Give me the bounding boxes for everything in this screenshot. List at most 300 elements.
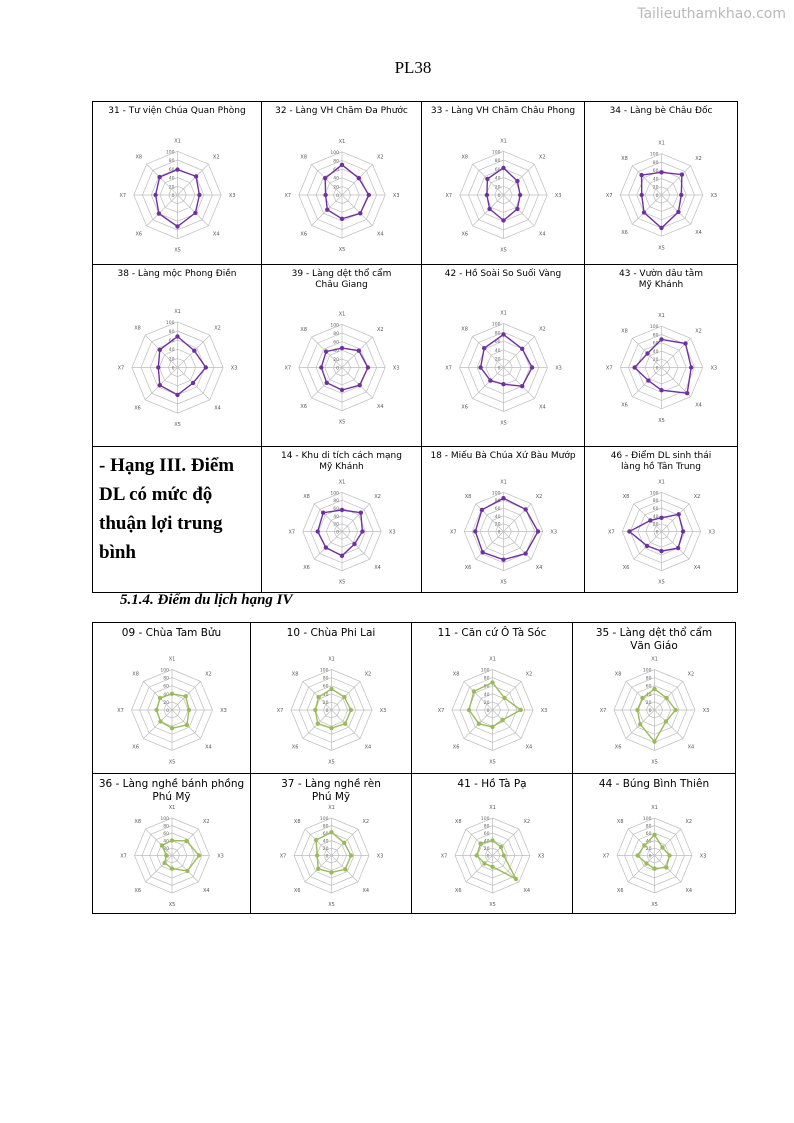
radar-data-point <box>487 207 491 211</box>
radar-tick-label: 0 <box>497 530 501 536</box>
radar-tick-label: 20 <box>652 522 659 528</box>
radar-axis-label: X3 <box>555 365 562 372</box>
radar-tick-label: 60 <box>483 832 490 837</box>
radar-data-point <box>185 723 189 727</box>
radar-data-point <box>477 722 481 726</box>
radar-axis-label: X8 <box>291 671 299 678</box>
radar-axis-label: X6 <box>621 230 628 236</box>
radar-tick-label: 100 <box>491 491 501 497</box>
radar-data-point <box>340 163 344 167</box>
radar-tick-label: 20 <box>652 358 659 364</box>
radar-axis-label: X4 <box>693 565 701 571</box>
radar-data-point <box>170 726 174 730</box>
radar-tick-label: 80 <box>645 676 652 682</box>
radar-chart-cell <box>93 623 251 774</box>
radar-chart <box>412 774 573 913</box>
radar-axis-label: X2 <box>539 326 546 333</box>
radar-axis-label: X7 <box>605 193 613 199</box>
radar-data-point <box>357 349 361 353</box>
radar-axis-label: X2 <box>212 154 220 161</box>
radar-axis-label: X6 <box>293 887 301 894</box>
radar-chart <box>412 623 573 773</box>
radar-data-point <box>194 174 198 178</box>
radar-axis-label: X8 <box>621 156 628 162</box>
radar-tick-label: 80 <box>168 330 175 335</box>
radar-tick-label: 40 <box>645 692 652 698</box>
radar-data-point <box>319 365 323 369</box>
radar-axis-label: X6 <box>132 744 139 751</box>
radar-data-point <box>635 853 639 857</box>
radar-tick-label: 80 <box>322 824 329 830</box>
radar-data-point <box>490 725 494 729</box>
radar-chart <box>93 102 262 264</box>
radar-data-point <box>157 175 161 179</box>
radar-data-point <box>667 853 671 857</box>
radar-chart-cell <box>585 102 738 265</box>
chart-title: 33 - Làng VH Chăm Châu Phong <box>430 106 576 116</box>
radar-tick-label: 20 <box>645 700 652 706</box>
radar-data-point <box>340 388 344 392</box>
radar-axis-label: X8 <box>303 494 310 500</box>
chart-title: 18 - Miếu Bà Chúa Xứ Bàu Mướp <box>430 451 576 461</box>
radar-chart-cell <box>93 774 251 914</box>
radar-tick-label: 80 <box>168 159 175 164</box>
radar-tick-label: 60 <box>168 339 175 345</box>
radar-data-point <box>519 708 523 712</box>
radar-tick-label: 40 <box>333 349 339 355</box>
radar-series-line <box>158 337 206 395</box>
radar-data-point <box>638 722 642 726</box>
radar-tick-label: 40 <box>645 839 652 845</box>
radar-data-point <box>324 349 328 353</box>
radar-data-point <box>652 866 656 870</box>
chart-title: 42 - Hồ Soài So Suối Vàng <box>444 269 562 279</box>
radar-tick-label: 80 <box>163 676 169 682</box>
radar-axis-label: X3 <box>376 853 384 860</box>
radar-axis-label: X3 <box>708 529 716 536</box>
radar-data-point <box>652 687 656 691</box>
radar-axis-label: X2 <box>538 154 546 161</box>
radar-tick-label: 40 <box>333 514 339 520</box>
chart-title: 43 - Vườn dâu tằm Mỹ Khánh <box>619 269 703 290</box>
radar-axis-label: X4 <box>695 230 702 236</box>
radar-axis-label: X1 <box>500 479 507 486</box>
radar-data-point <box>158 719 162 723</box>
radar-axis-label: X6 <box>616 887 624 894</box>
radar-axis-label: X3 <box>217 853 224 860</box>
radar-tick-label: 20 <box>652 185 659 191</box>
radar-axis-label: X5 <box>658 417 665 424</box>
radar-chart <box>573 774 736 913</box>
radar-tick-label: 20 <box>168 185 175 191</box>
radar-axis-label: X8 <box>616 819 624 826</box>
radar-data-point <box>659 549 663 553</box>
radar-tick-label: 20 <box>333 522 339 528</box>
radar-tick-label: 100 <box>649 491 659 497</box>
radar-data-point <box>689 365 693 369</box>
chart-title: 39 - Làng dệt thổ cẩm Châu Giang <box>291 269 392 290</box>
radar-data-point <box>523 551 527 555</box>
radar-data-point <box>158 348 162 352</box>
chart-row <box>93 102 738 265</box>
radar-axis-label: X6 <box>300 403 308 410</box>
radar-axis-label: X7 <box>284 193 292 199</box>
radar-axis-label: X5 <box>174 422 181 429</box>
radar-data-point <box>642 843 646 847</box>
radar-tick-label: 0 <box>497 366 501 372</box>
radar-data-point <box>314 838 318 842</box>
radar-axis-label: X8 <box>622 494 630 500</box>
radar-axis-label: X4 <box>205 744 212 751</box>
chart-title: 34 - Làng bè Châu Đốc <box>609 106 713 116</box>
radar-data-point <box>340 554 344 558</box>
radar-data-point <box>499 845 503 849</box>
radar-tick-label: 100 <box>491 150 501 156</box>
radar-tick-label: 20 <box>494 185 501 191</box>
radar-tick-label: 60 <box>163 832 169 837</box>
radar-axis-label: X6 <box>461 231 469 238</box>
radar-axis-label: X4 <box>695 402 702 409</box>
radar-tick-label: 0 <box>655 366 659 372</box>
radar-axis-label: X6 <box>464 565 472 571</box>
chart-title: 37 - Làng nghề rèn Phú Mỹ <box>281 778 381 803</box>
radar-tick-label: 60 <box>652 507 659 512</box>
radar-axis-label: X1 <box>168 656 176 663</box>
radar-axis-label: X6 <box>452 744 460 751</box>
radar-axis-label: X2 <box>535 494 543 500</box>
radar-tick-label: 40 <box>333 176 339 182</box>
radar-axis-label: X6 <box>461 404 468 411</box>
radar-data-point <box>652 833 656 837</box>
radar-axis-label: X8 <box>461 154 469 161</box>
radar-axis-label: X1 <box>174 308 181 315</box>
section-heading: 5.1.4. Điểm du lịch hạng IV <box>120 592 293 608</box>
radar-chart <box>422 102 585 264</box>
radar-data-point <box>366 365 370 369</box>
radar-axis-label: X4 <box>362 887 370 894</box>
radar-chart-cell <box>93 102 262 265</box>
radar-data-point <box>340 346 344 350</box>
chart-row <box>93 774 736 914</box>
radar-axis-label: X5 <box>328 759 335 766</box>
radar-data-point <box>664 719 668 723</box>
rank-description-cell <box>93 447 262 593</box>
radar-tick-label: 60 <box>333 507 339 512</box>
radar-data-point <box>475 853 479 857</box>
radar-chart <box>93 265 262 446</box>
radar-data-point <box>642 210 646 214</box>
chart-row <box>93 265 738 447</box>
radar-axis-label: X5 <box>338 247 346 254</box>
radar-axis-label: X1 <box>338 479 346 486</box>
radar-tick-label: 20 <box>494 357 501 363</box>
radar-tick-label: 60 <box>163 684 169 690</box>
radar-tick-label: 0 <box>486 709 490 714</box>
radar-tick-label: 80 <box>322 676 329 682</box>
radar-chart-cell <box>573 623 736 774</box>
radar-data-point <box>680 172 684 176</box>
radar-data-point <box>352 542 356 546</box>
radar-axis-label: X5 <box>338 579 346 586</box>
radar-series-line <box>638 835 670 869</box>
radar-axis-label: X7 <box>440 853 448 860</box>
radar-tick-label: 60 <box>333 340 339 346</box>
radar-chart-cell <box>262 447 422 593</box>
radar-axis-label: X3 <box>550 529 558 536</box>
radar-data-point <box>175 334 179 338</box>
radar-tick-label: 40 <box>163 839 169 845</box>
radar-data-point <box>325 381 329 385</box>
radar-tick-label: 80 <box>483 676 490 682</box>
radar-axis-label: X7 <box>599 708 607 714</box>
radar-data-point <box>627 529 631 533</box>
radar-data-point <box>170 692 174 696</box>
radar-axis-label: X5 <box>328 902 335 908</box>
radar-data-point <box>645 544 649 548</box>
chart-title: 31 - Tư viện Chúa Quan Phòng <box>108 106 246 116</box>
radar-tick-label: 80 <box>333 331 339 337</box>
radar-tick-label: 100 <box>642 668 652 674</box>
radar-tick-label: 80 <box>652 161 659 166</box>
radar-data-point <box>673 708 677 712</box>
radar-data-point <box>313 708 317 712</box>
radar-axis-label: X7 <box>607 529 615 536</box>
radar-data-point <box>473 529 477 533</box>
radar-axis-label: X6 <box>621 402 628 409</box>
radar-axis-label: X6 <box>291 744 299 751</box>
radar-axis-label: X4 <box>214 405 221 412</box>
radar-data-point <box>170 866 174 870</box>
radar-axis-label: X5 <box>500 420 507 427</box>
radar-data-point <box>156 365 160 369</box>
radar-data-point <box>478 365 482 369</box>
radar-tick-label: 20 <box>333 357 339 363</box>
radar-tick-label: 80 <box>645 824 652 830</box>
page-code: PL38 <box>394 58 432 77</box>
radar-tick-label: 20 <box>494 522 501 528</box>
radar-axis-label: X5 <box>168 759 176 766</box>
radar-data-point <box>648 518 652 522</box>
radar-data-point <box>316 695 320 699</box>
radar-data-point <box>659 516 663 520</box>
radar-data-point <box>685 391 689 395</box>
radar-axis-label: X1 <box>338 311 346 318</box>
radar-data-point <box>480 508 484 512</box>
radar-data-point <box>640 193 644 197</box>
radar-tick-label: 0 <box>648 854 652 860</box>
radar-axis-label: X8 <box>293 819 301 826</box>
radar-data-point <box>315 853 319 857</box>
radar-data-point <box>515 207 519 211</box>
radar-tick-label: 0 <box>655 194 659 199</box>
radar-data-point <box>184 694 188 698</box>
radar-axis-label: X7 <box>276 708 284 714</box>
radar-axis-label: X2 <box>364 671 372 678</box>
chart-row <box>93 447 738 593</box>
radar-tick-label: 0 <box>497 194 501 199</box>
radar-tick-label: 100 <box>649 152 659 158</box>
radar-tick-label: 100 <box>330 491 339 497</box>
radar-chart-cell <box>412 623 573 774</box>
radar-tick-label: 100 <box>165 320 175 326</box>
radar-tick-label: 40 <box>652 177 659 183</box>
radar-data-point <box>160 843 164 847</box>
radar-data-point <box>329 830 333 834</box>
radar-tick-label: 40 <box>494 348 501 354</box>
radar-data-point <box>530 365 534 369</box>
radar-axis-label: X5 <box>500 579 507 586</box>
radar-chart-cell <box>585 265 738 447</box>
radar-chart-cell <box>262 102 422 265</box>
radar-axis-label: X6 <box>134 887 142 894</box>
radar-data-point <box>184 839 188 843</box>
radar-data-point <box>501 382 505 386</box>
radar-axis-label: X6 <box>622 565 630 571</box>
radar-data-point <box>329 687 333 691</box>
radar-data-point <box>515 179 519 183</box>
radar-data-point <box>659 337 663 341</box>
radar-tick-label: 80 <box>333 159 339 165</box>
radar-axis-label: X5 <box>174 247 181 254</box>
radar-data-point <box>523 507 527 511</box>
radar-data-point <box>478 841 482 845</box>
radar-chart-cell <box>585 447 738 593</box>
radar-data-point <box>340 508 344 512</box>
radar-axis-label: X1 <box>489 805 496 811</box>
radar-data-point <box>325 208 329 212</box>
radar-data-point <box>358 211 362 215</box>
radar-data-point <box>639 173 643 177</box>
radar-data-point <box>329 870 333 874</box>
radar-axis-label: X4 <box>525 744 533 751</box>
radar-tick-label: 40 <box>652 514 659 520</box>
radar-axis-label: X2 <box>376 154 384 161</box>
chart-title: 44 - Búng Bình Thiên <box>598 778 710 790</box>
radar-axis-label: X7 <box>445 193 453 199</box>
radar-tick-label: 0 <box>171 194 175 199</box>
radar-tick-label: 0 <box>171 366 175 372</box>
radar-data-point <box>192 349 196 353</box>
radar-chart <box>251 623 412 773</box>
radar-tick-label: 20 <box>645 847 652 852</box>
radar-axis-label: X4 <box>523 887 531 894</box>
radar-axis-label: X7 <box>445 365 452 372</box>
radar-tick-label: 100 <box>160 668 169 674</box>
radar-data-point <box>679 193 683 197</box>
radar-axis-label: X7 <box>437 708 445 714</box>
radar-data-point <box>357 176 361 180</box>
radar-tick-label: 100 <box>330 323 339 329</box>
radar-tick-label: 60 <box>652 169 659 175</box>
radar-tick-label: 20 <box>322 700 329 706</box>
radar-axis-label: X1 <box>328 805 335 811</box>
radar-tick-label: 60 <box>333 168 339 174</box>
radar-data-point <box>635 708 639 712</box>
radar-data-point <box>500 718 504 722</box>
watermark-text: Tailieuthamkhao.com <box>637 6 786 22</box>
radar-data-point <box>204 365 208 369</box>
radar-data-point <box>502 853 506 857</box>
radar-chart-cell <box>251 623 412 774</box>
radar-axis-label: X2 <box>362 819 370 826</box>
radar-tick-label: 100 <box>480 668 490 674</box>
radar-data-point <box>490 865 494 869</box>
radar-data-point <box>175 393 179 397</box>
radar-data-point <box>645 351 649 355</box>
radar-data-point <box>518 193 522 197</box>
radar-data-point <box>197 193 201 197</box>
radar-data-point <box>676 210 680 214</box>
chart-title: 46 - Điểm DL sinh thái làng hồ Tân Trung <box>610 451 712 472</box>
chart-title: 14 - Khu di tích cách mạng Mỹ Khánh <box>281 451 402 472</box>
radar-data-point <box>485 177 489 181</box>
radar-data-point <box>193 211 197 215</box>
radar-tick-label: 20 <box>333 185 339 191</box>
radar-chart-cell <box>412 774 573 914</box>
radar-axis-label: X8 <box>134 325 141 332</box>
radar-data-point <box>359 511 363 515</box>
radar-chart-cell <box>422 265 585 447</box>
radar-data-point <box>158 696 162 700</box>
radar-data-point <box>482 346 486 350</box>
radar-tick-label: 40 <box>494 176 501 182</box>
radar-tick-label: 100 <box>319 817 329 822</box>
radar-axis-label: X4 <box>212 231 220 238</box>
radar-axis-label: X2 <box>695 156 702 162</box>
radar-axis-label: X5 <box>338 419 346 426</box>
radar-axis-label: X2 <box>214 325 221 332</box>
radar-tick-label: 40 <box>652 350 659 355</box>
radar-axis-label: X7 <box>119 193 127 199</box>
radar-axis-label: X8 <box>461 326 468 333</box>
radar-tick-label: 80 <box>652 333 659 339</box>
radar-tick-label: 40 <box>494 514 501 520</box>
radar-tick-label: 100 <box>165 150 175 156</box>
radar-data-point <box>329 726 333 730</box>
radar-tick-label: 60 <box>168 167 175 173</box>
radar-axis-label: X4 <box>539 404 546 411</box>
radar-axis-label: X1 <box>658 479 665 486</box>
chart-row <box>93 623 736 774</box>
radar-axis-label: X2 <box>695 328 702 335</box>
radar-data-point <box>323 193 327 197</box>
radar-data-point <box>154 708 158 712</box>
radar-data-point <box>191 381 195 385</box>
radar-data-point <box>467 708 471 712</box>
radar-axis-label: X7 <box>117 708 124 714</box>
radar-data-point <box>502 696 506 700</box>
radar-chart <box>585 102 738 264</box>
radar-axis-label: X3 <box>392 193 400 199</box>
radar-data-point <box>520 384 524 388</box>
radar-data-point <box>482 861 486 865</box>
radar-tick-label: 100 <box>480 817 490 822</box>
radar-chart-cell <box>93 265 262 447</box>
radar-tick-label: 40 <box>168 348 175 354</box>
radar-data-point <box>632 365 636 369</box>
radar-axis-label: X2 <box>693 494 701 500</box>
radar-data-point <box>659 226 663 230</box>
radar-data-point <box>358 383 362 387</box>
radar-tick-label: 60 <box>322 684 329 690</box>
radar-axis-label: X6 <box>134 405 141 412</box>
radar-tick-label: 100 <box>319 668 329 674</box>
radar-chart <box>262 102 422 264</box>
radar-axis-label: X8 <box>452 671 460 678</box>
radar-tick-label: 60 <box>652 341 659 347</box>
radar-tick-label: 0 <box>648 709 652 714</box>
radar-axis-label: X1 <box>489 656 496 663</box>
